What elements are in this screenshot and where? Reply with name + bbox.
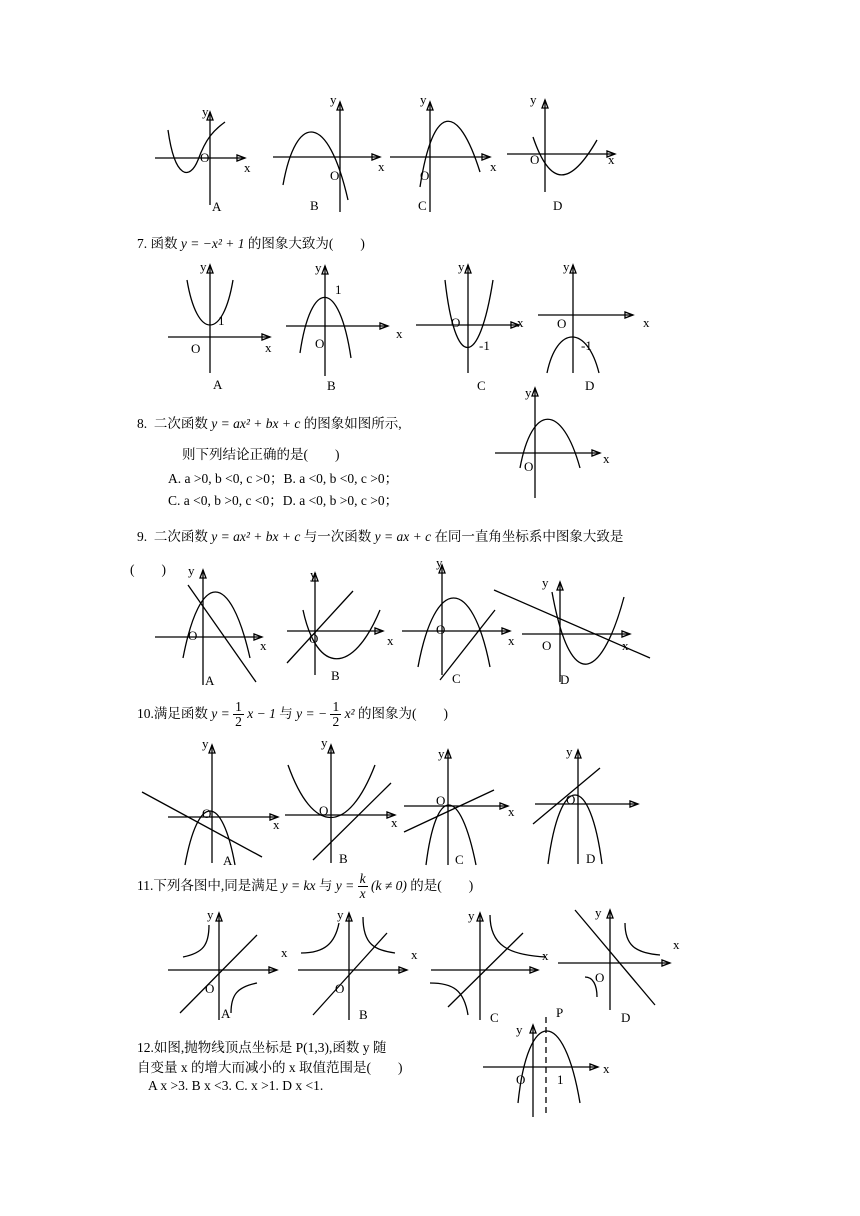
svg-text:C: C [490,1010,499,1025]
q11-question: 11.下列各图中,同是满足 y = kx 与 y = $\frac{k}{x} (k \ne 0)$ 的是( ) [137,871,474,902]
svg-text:1: 1 [335,282,342,297]
q6-figure-c [388,92,503,215]
q12-line2: 自变量 x 的增大而减小的 x 取值范围是( ) [137,1060,403,1075]
svg-text:O: O [566,792,576,807]
svg-text:y: y [330,92,337,107]
svg-text:x: x [603,1061,610,1076]
svg-text:x: x [265,340,272,355]
svg-text:x: x [273,817,280,832]
svg-text:y: y [438,746,445,761]
q10-question: 10.满足函数 y = $\frac{1}{2}$ x − 1 与 y = − $\frac{1}{2}$ x² 的图象为( ) [137,699,448,730]
svg-text:y: y [542,575,549,590]
svg-text:B: B [339,851,348,866]
svg-text:O: O [530,152,540,167]
svg-text:O: O [315,336,325,351]
svg-text:x: x [603,451,610,466]
svg-text:1: 1 [557,1072,564,1087]
svg-text:x: x [643,315,650,330]
svg-text:O: O [319,803,329,818]
svg-text:y: y [468,908,475,923]
svg-text:A: A [212,199,222,214]
svg-text:D: D [553,198,563,213]
q8-figure [490,383,620,503]
q10-figure-a [140,735,290,870]
q12-line1: 12.如图,抛物线顶点坐标是 P(1,3),函数 y 随 [137,1040,387,1055]
q11-figure-b [295,905,425,1025]
svg-text:x: x [396,326,403,341]
svg-text:y: y [436,555,443,570]
svg-text:O: O [516,1072,526,1087]
q10-figure-d [530,742,645,870]
svg-text:x: x [517,315,524,330]
svg-text:O: O [524,459,534,474]
svg-text:x: x [542,948,549,963]
svg-text:1: 1 [218,313,225,328]
svg-text:P: P [556,1005,564,1020]
svg-text:y: y [207,907,214,922]
q9-paren: ( ) [130,562,166,577]
svg-text:x: x [281,945,288,960]
q8-line2: 则下列结论正确的是( ) [182,447,340,462]
svg-text:y: y [525,385,532,400]
q6-figure-b [268,92,393,215]
svg-text:x: x [387,633,394,648]
svg-text:y: y [188,563,195,578]
svg-text:-1: -1 [479,338,490,353]
svg-text:O: O [205,981,215,996]
svg-text:B: B [359,1007,368,1022]
svg-text:O: O [436,793,446,808]
svg-text:O: O [188,628,198,643]
q8-question: 8. 二次函数 y = ax² + bx + c 的图象如图所示, [137,416,402,431]
svg-text:O: O [309,631,319,646]
svg-text:y: y [200,259,207,274]
svg-text:x: x [260,638,267,653]
q9-figure-b [285,565,400,690]
svg-text:x: x [508,633,515,648]
svg-text:O: O [202,806,212,821]
svg-text:y: y [310,567,317,582]
svg-text:y: y [563,259,570,274]
svg-text:O: O [436,622,446,637]
q10-figure-b [283,735,403,870]
q9-figure-d [492,572,657,690]
svg-text:D: D [585,378,595,393]
svg-text:C: C [455,852,464,867]
svg-text:O: O [200,150,210,165]
q12-options: A x >3. B x <3. C. x >1. D x <1. [148,1078,324,1093]
q6-figure-a [150,100,260,215]
svg-text:O: O [557,316,567,331]
svg-text:B: B [327,378,336,393]
svg-text:y: y [516,1022,523,1037]
svg-text:-1: -1 [581,338,592,353]
svg-text:x: x [378,159,385,174]
svg-text:y: y [202,736,209,751]
svg-text:C: C [418,198,427,213]
q8-options-cd: C. a <0, b >0, c <0；D. a <0, b >0, c >0； [168,493,399,508]
q7-figure-d [535,255,660,396]
svg-text:x: x [622,638,629,653]
svg-text:D: D [560,672,570,687]
svg-text:O: O [542,638,552,653]
svg-text:x: x [490,159,497,174]
q9-figure-a [150,560,275,690]
svg-text:O: O [335,981,345,996]
svg-text:x: x [411,947,418,962]
svg-text:A: A [223,853,233,868]
svg-text:y: y [315,260,322,275]
svg-text:x: x [508,804,515,819]
q9-question: 9. 二次函数 y = ax² + bx + c 与一次函数 y = ax + c 在同一直角坐标系中图象大致是 [137,529,624,544]
svg-text:C: C [452,671,461,686]
q7-figure-a [165,255,285,395]
q7-question: 7. 函数 y = −x² + 1 的图象大致为( ) [137,236,365,251]
svg-text:y: y [202,104,209,119]
q8-options-ab: A. a >0, b <0, c >0；B. a <0, b <0, c >0； [168,471,399,486]
svg-text:x: x [391,815,398,830]
svg-text:x: x [673,937,680,952]
q7-figure-c [413,255,533,396]
svg-text:B: B [331,668,340,683]
svg-text:C: C [477,378,486,393]
svg-text:y: y [566,744,573,759]
q11-figure-a [165,905,295,1025]
svg-text:D: D [621,1010,631,1025]
q12-figure [478,1005,618,1123]
svg-text:O: O [420,168,430,183]
svg-text:A: A [221,1006,231,1021]
svg-text:A: A [205,673,215,688]
svg-text:y: y [337,907,344,922]
svg-text:y: y [595,905,602,920]
svg-text:O: O [330,168,340,183]
q7-figure-b [283,258,408,396]
svg-text:B: B [310,198,319,213]
svg-text:y: y [458,259,465,274]
svg-text:O: O [595,970,605,985]
svg-text:O: O [451,315,461,330]
svg-text:D: D [586,851,596,866]
svg-text:O: O [191,341,201,356]
q6-figure-d [505,92,625,215]
svg-text:x: x [244,160,251,175]
svg-text:y: y [420,92,427,107]
svg-text:x: x [608,152,615,167]
svg-text:y: y [530,92,537,107]
svg-text:A: A [213,377,223,392]
q10-figure-c [400,740,520,870]
svg-text:y: y [321,735,328,750]
